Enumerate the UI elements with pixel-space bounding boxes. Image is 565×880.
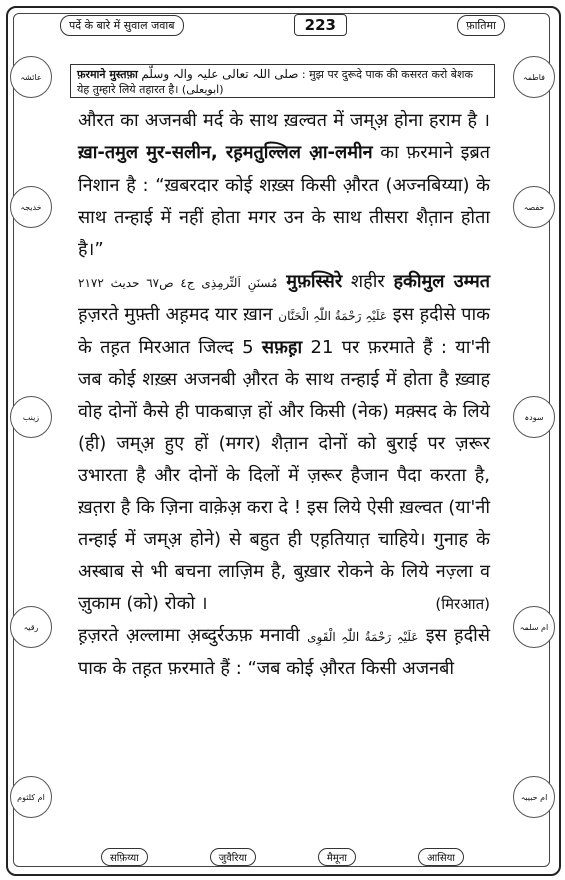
side-badge: فاطمہ <box>513 56 555 98</box>
text-segment: इस ह़दीसे पाक के तह़त मिरआत जिल्द 5 <box>78 304 490 358</box>
side-badge: سودہ <box>513 396 555 438</box>
text-bold: हकीमुल उम्मत <box>393 271 490 292</box>
hadith-notice <box>70 64 495 98</box>
footer-badge: सफ़िय्या <box>101 848 148 866</box>
text-segment: का फ़रमाने इब्रत निशान है : “ख़बरदार कोई शख़्स किसी औ़रत (अज्नबिय्या) के साथ तन्हाई में नहीं होता मगर उन के साथ तीसरा शैत़ान होता है।” <box>78 142 490 260</box>
side-badge: حفصہ <box>513 186 555 228</box>
side-badge: ام سلمہ <box>513 606 555 648</box>
header-book-title: पर्दे के बारे में सुवाल जवाब <box>60 15 184 36</box>
notice-text: : मुझ पर दुरूदे पाक की कसरत करो बेशक येह तुम्हारे लिये तहारत है। (ابویعلی) <box>77 68 473 96</box>
side-badge: زینب <box>10 396 52 438</box>
notice-salutation: صلی اللہ تعالی علیہ والہ وسلّم <box>141 67 299 81</box>
side-badge: ام کلثوم <box>10 776 52 818</box>
text-segment: ह़ज़रते अ़ल्लामा अ़ब्दुर्रऊफ़ मनावी <box>78 625 308 646</box>
reference-arabic: مُسنَنِ اَلتِّرمِذِی ج٤ ص٦٧ حدیث ٢١٧٢ <box>78 276 278 290</box>
footer-badge: आसिया <box>418 848 464 866</box>
page-footer <box>70 848 495 866</box>
side-badge: رقیہ <box>10 606 52 648</box>
footer-badge: जुवैरिया <box>210 848 256 866</box>
paragraph <box>78 105 490 266</box>
text-segment: 21 पर फ़रमाते हैं : या'नी जब कोई शख़्स अजनबी औ़रत के साथ तन्हाई में होता है ख़्वाह वोह दोनों कैसे ही पाकबाज़ हों और किसी (नेक) मक़्सद के लिये (ही) जम्अ़ हुए हों (मगर) शैत़ान दोनों को बुराई पर ज़रूर उभारता है और दोनों के दिलों में ज़रूर हैजान पैदा करता है, ख़त़रा है कि ज़िना वाक़ेअ़ करा दे ! इस लिये ऐसी ख़ल्वत (या'नी तन्हाई में जम्अ़ होने) से बहुत ही एह़तियात़ चाहिये। गुनाह के अस्बाब से भी बचना लाज़िम है, बुख़ार रोकने के लिये नज़्ला व ज़ुकाम (को) रोको । <box>78 337 490 614</box>
paragraph <box>78 620 490 685</box>
text-segment: शहीर <box>342 271 394 292</box>
text-segment: इस ह़दीसे पाक के तह़त फ़रमाते हैं : “जब कोई औ़रत किसी अजनबी <box>78 625 490 679</box>
text-segment: ह़ज़रते मुफ़्ती अह़मद यार ख़ान <box>78 304 279 325</box>
honorific-arabic: عَلَیْہِ رَحْمَةُ اللّٰہِ الْقَوِی <box>307 630 419 644</box>
page-header <box>60 14 505 36</box>
honorific-arabic: عَلَیْہِ رَحْمَةُ اللّٰہِ الْحَنَّان <box>278 309 388 323</box>
main-text <box>78 105 490 685</box>
text-segment: औरत का अजनबी मर्द के साथ ख़ल्वत में जम्अ़ होना हराम है । <box>78 110 490 131</box>
page-number: 223 <box>294 14 347 36</box>
side-badge: عائشہ <box>10 56 52 98</box>
text-bold: सफ़ह़ा <box>261 337 303 358</box>
text-bold: मुफ़स्सिरे <box>286 271 343 292</box>
paragraph <box>78 266 490 620</box>
side-badge: خدیجہ <box>10 186 52 228</box>
footer-badge: मैमूना <box>318 848 356 866</box>
prophet-title: ख़ा-तमुल मुर-सलीन, रह़मतुल्लिल आ़-लमीन <box>78 142 373 163</box>
side-badge: ام حبیبہ <box>513 776 555 818</box>
header-name-badge: फ़ातिमा <box>457 15 505 36</box>
notice-title: फ़रमाने मुस्तफ़ा <box>77 68 138 81</box>
reference-mirat: (मिरआत) <box>435 595 490 613</box>
